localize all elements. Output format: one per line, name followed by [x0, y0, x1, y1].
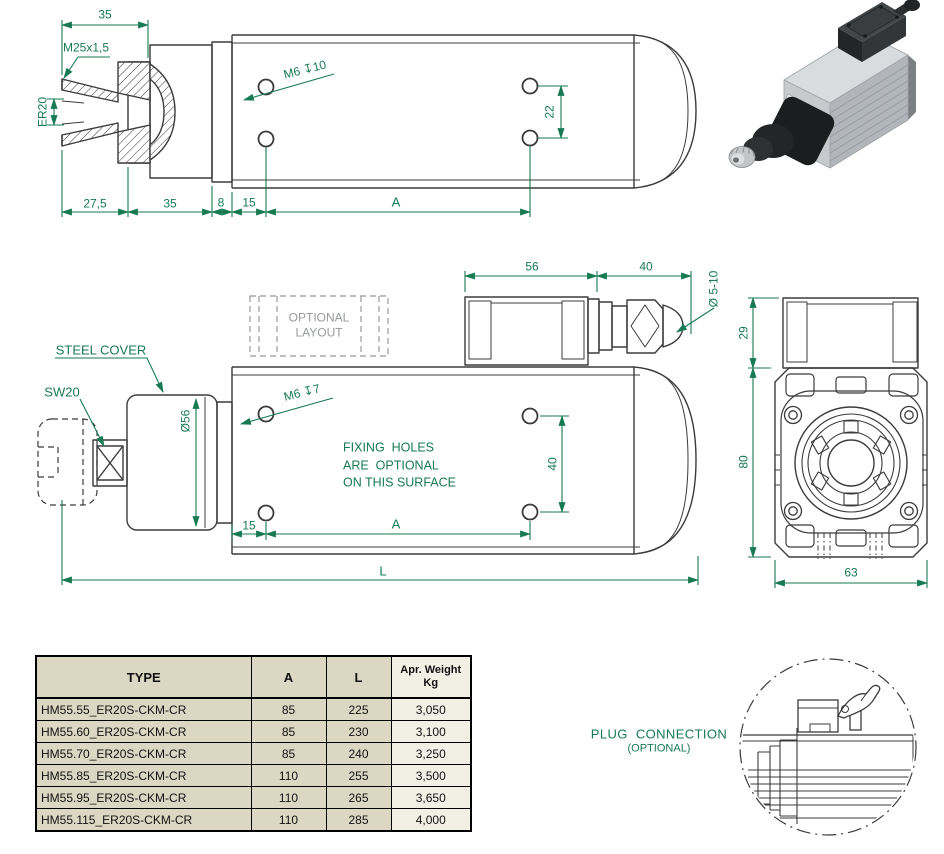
dim-side-hole-spacing: 40 [545, 457, 560, 471]
collet-nut-phantom [38, 419, 97, 505]
cell-l: 255 [326, 765, 391, 787]
dim-top-collet-width: 35 [98, 7, 112, 22]
cell-type: HM55.55_ER20S-CKM-CR [36, 698, 251, 721]
cell-type: HM55.85_ER20S-CKM-CR [36, 765, 251, 787]
cell-l: 230 [326, 721, 391, 743]
top-view-holes [259, 79, 538, 147]
wrench-size-label: SW20 [44, 384, 80, 400]
table-header-row [36, 656, 471, 698]
dim-plug-height: 29 [736, 326, 751, 340]
col-header-weight [391, 656, 471, 698]
dim-first-hole-side: 15 [242, 518, 256, 533]
collet-face-circles [795, 407, 907, 519]
spec-table-body [36, 698, 471, 831]
dim-nose-length: 27,5 [83, 196, 107, 211]
dim-hole-span-side: A [391, 516, 401, 532]
optional-layout-label-1: OPTIONAL [288, 310, 350, 325]
dim-cover-length: 35 [163, 196, 177, 211]
cell-weight: 3,100 [391, 721, 471, 743]
wrench-flats [97, 446, 123, 480]
detail-stepped-nose [758, 728, 797, 824]
dim-top-hole-spacing: 22 [542, 105, 557, 119]
steel-cover-label: STEEL COVER [55, 342, 147, 358]
plug-box-front [783, 298, 918, 368]
table-row [36, 743, 471, 765]
table-row [36, 698, 471, 721]
col-header-type: TYPE [36, 656, 251, 698]
cell-a: 85 [251, 698, 326, 721]
table-row [36, 721, 471, 743]
side-hole-spec-label: M6 ↧7 [282, 381, 322, 404]
cell-type: HM55.70_ER20S-CKM-CR [36, 743, 251, 765]
thread-label: M25x1,5 [62, 40, 110, 55]
optional-layout-label-2: LAYOUT [295, 325, 343, 340]
flange-screw-holes [785, 407, 918, 520]
cell-l: 265 [326, 787, 391, 809]
cell-type: HM55.115_ER20S-CKM-CR [36, 809, 251, 832]
cell-a: 110 [251, 765, 326, 787]
dim-first-hole-top: 15 [242, 195, 256, 210]
cell-a: 85 [251, 721, 326, 743]
col-header-weight-line2: Kg [423, 677, 439, 689]
cell-a: 85 [251, 743, 326, 765]
table-row [36, 787, 471, 809]
table-row [36, 809, 471, 832]
product-photo [729, 0, 920, 169]
gland-cable-label: Ø 5-10 [706, 270, 721, 308]
cover-diameter-label: Ø56 [178, 409, 193, 433]
dim-body-height: 80 [736, 455, 751, 469]
fixing-holes-note-3: ON THIS SURFACE [343, 475, 456, 490]
cell-weight: 3,650 [391, 787, 471, 809]
cell-type: HM55.95_ER20S-CKM-CR [36, 787, 251, 809]
spec-table [35, 655, 472, 832]
cell-weight: 3,500 [391, 765, 471, 787]
dim-gland-length: 40 [639, 259, 653, 274]
cell-a: 110 [251, 809, 326, 832]
cell-l: 225 [326, 698, 391, 721]
cell-weight: 3,050 [391, 698, 471, 721]
col-header-weight-line1: Apr. Weight [400, 664, 462, 676]
cell-weight: 4,000 [391, 809, 471, 832]
plug-box-side [465, 297, 588, 365]
fixing-holes-note-1: FIXING HOLES [343, 440, 434, 455]
plug-detail [735, 659, 920, 835]
collet-label: ER20 [35, 96, 50, 128]
collet-section [62, 62, 175, 163]
dim-total-length: L [379, 563, 387, 579]
cell-weight: 3,250 [391, 743, 471, 765]
dim-body-width: 63 [844, 565, 858, 580]
table-row [36, 765, 471, 787]
cell-a: 110 [251, 787, 326, 809]
dim-ring-length: 8 [217, 195, 225, 210]
dim-hole-span-top: A [391, 194, 401, 210]
top-view-linework [62, 35, 696, 188]
cell-l: 240 [326, 743, 391, 765]
dim-plug-box-length: 56 [525, 259, 539, 274]
top-hole-spec-label: M6 ↧10 [282, 57, 328, 82]
front-feet [786, 374, 918, 547]
front-view-linework [775, 298, 927, 559]
col-header-a: A [251, 656, 326, 698]
plug-connection-subtitle: (OPTIONAL) [627, 742, 691, 755]
col-header-l: L [326, 656, 391, 698]
cable-gland [588, 299, 683, 353]
cell-l: 285 [326, 809, 391, 832]
cell-type: HM55.60_ER20S-CKM-CR [36, 721, 251, 743]
detail-plug-clamp [798, 685, 880, 732]
side-view-linework [38, 296, 696, 554]
fixing-holes-note-2: ARE OPTIONAL [343, 458, 439, 473]
plug-connection-title: PLUG CONNECTION [590, 726, 728, 742]
